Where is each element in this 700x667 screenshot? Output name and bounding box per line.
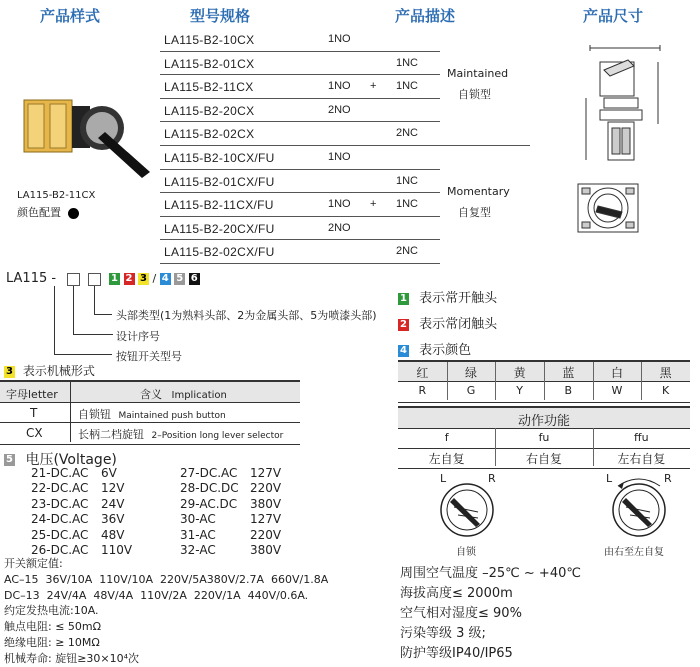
voltage-value: 48V bbox=[101, 527, 125, 542]
model-row bbox=[160, 240, 530, 264]
model-no: 1NO bbox=[328, 198, 351, 211]
action-code: fu bbox=[538, 431, 550, 444]
voltage-num: 5 bbox=[4, 454, 15, 466]
model-row bbox=[160, 146, 530, 170]
color-cn-cell: 蓝 bbox=[562, 366, 575, 380]
model-row-divider bbox=[160, 263, 440, 264]
model-no: 2NO bbox=[328, 221, 351, 234]
action-desc: 右自复 bbox=[525, 452, 562, 466]
spec-life: 机械寿命: 旋钮≥30×10⁴次 bbox=[4, 651, 140, 665]
leader-v3 bbox=[54, 286, 55, 354]
legend-1-num: 1 bbox=[398, 293, 409, 305]
color-config bbox=[17, 204, 79, 220]
mech-row1-desc bbox=[78, 406, 226, 422]
voltage-code: 21-DC.AC bbox=[31, 466, 89, 480]
mech-title: 表示机械形式 bbox=[22, 364, 95, 378]
dimension-drawing-side bbox=[560, 40, 680, 168]
action-code: ffu bbox=[634, 431, 649, 444]
mech-col2-cn: 含义 bbox=[140, 388, 162, 401]
voltage-code: 28-DC.DC bbox=[180, 481, 239, 496]
env-block bbox=[400, 564, 581, 664]
legend-1-text: 表示常开触头 bbox=[419, 291, 498, 306]
color-divider bbox=[495, 362, 496, 400]
voltage-code: 24-DC.AC bbox=[31, 512, 89, 527]
voltage-code: 23-DC.AC bbox=[31, 496, 89, 511]
dimension-drawing-front bbox=[572, 178, 652, 238]
action-divider bbox=[593, 428, 594, 466]
code-box-2 bbox=[88, 273, 101, 286]
code-desc-3: 按钮开关型号 bbox=[116, 350, 182, 363]
model-name: LA115-B2-02CX/FU bbox=[164, 245, 275, 260]
black-dot-icon bbox=[68, 208, 79, 219]
mech-row1-cn: 自锁钮 bbox=[78, 408, 111, 421]
voltage-title: 电压(Voltage) bbox=[25, 452, 117, 468]
code-n1: 1 bbox=[109, 273, 120, 285]
color-en-cell: R bbox=[418, 384, 427, 397]
model-nc: 1NC bbox=[396, 56, 419, 69]
code-line bbox=[6, 271, 56, 286]
code-n3: 3 bbox=[138, 273, 149, 285]
voltage-value: 110V bbox=[101, 543, 133, 558]
model-nc: 1NC bbox=[396, 80, 419, 93]
model-row bbox=[160, 217, 530, 241]
model-table bbox=[160, 28, 530, 264]
spec-ac: AC–15 36V/10A 110V/10A 220V/5A380V/2.7A 660V/1.8A bbox=[4, 572, 329, 586]
legend-4 bbox=[398, 339, 471, 358]
code-n2: 2 bbox=[124, 273, 135, 285]
mech-row2-desc bbox=[78, 426, 283, 442]
spec-insul: 绝缘电阻: ≥ 10MΩ bbox=[4, 635, 100, 649]
diagram1-R: R bbox=[488, 472, 496, 485]
header-size: 产品尺寸 bbox=[583, 7, 644, 25]
model-nc: 2NC bbox=[396, 245, 419, 258]
code-n4: 4 bbox=[160, 273, 171, 285]
code-desc-2: 设计序号 bbox=[116, 330, 160, 343]
model-row bbox=[160, 28, 530, 52]
mech-col2-en: Implication bbox=[171, 390, 227, 401]
color-cn-cell: 绿 bbox=[464, 366, 477, 380]
spec-rated: 开关额定值: bbox=[4, 557, 63, 570]
model-no: 2NO bbox=[328, 103, 351, 116]
model-name: LA115-B2-11CX/FU bbox=[164, 198, 274, 213]
voltage-row bbox=[31, 528, 132, 543]
mech-title-row bbox=[4, 362, 95, 379]
leader-h2 bbox=[73, 334, 113, 335]
color-en-cell: Y bbox=[516, 384, 524, 397]
mech-num: 3 bbox=[4, 366, 15, 378]
model-nc: 2NC bbox=[396, 127, 419, 140]
selector-switch-image bbox=[10, 92, 160, 182]
color-en-cell: W bbox=[611, 384, 623, 397]
env-poll: 污染等级 3 级; bbox=[400, 626, 486, 641]
legend-2 bbox=[398, 313, 497, 332]
color-divider bbox=[447, 362, 448, 400]
legend-4-text: 表示颜色 bbox=[419, 343, 472, 358]
color-divider bbox=[641, 362, 642, 400]
mech-row2-cn: 长柄二档旋钮 bbox=[78, 428, 144, 441]
mech-row2-letter: CX bbox=[26, 426, 43, 440]
color-cn-cell: 黄 bbox=[513, 366, 526, 380]
code-desc-1: 头部类型(1为熟料头部、2为金属头部、5为喷漆头部) bbox=[116, 309, 377, 322]
mech-col1: 字母letter bbox=[6, 388, 58, 401]
mech-col2 bbox=[140, 386, 227, 402]
voltage-value: 36V bbox=[101, 512, 125, 527]
mech-row1-letter: T bbox=[30, 406, 38, 420]
voltage-value: 380V bbox=[250, 543, 282, 558]
header-desc: 产品描述 bbox=[395, 7, 456, 25]
photo-caption: LA115-B2-11CX bbox=[17, 190, 96, 201]
voltage-code: 32-AC bbox=[180, 543, 216, 558]
voltage-value: 380V bbox=[250, 496, 282, 511]
color-divider bbox=[593, 362, 594, 400]
code-n5: 5 bbox=[174, 273, 185, 285]
model-plus: + bbox=[370, 80, 377, 93]
color-table bbox=[398, 360, 690, 403]
diagram2-label: 由右至左自复 bbox=[604, 547, 664, 558]
model-name: LA115-B2-11CX bbox=[164, 80, 254, 95]
model-name: LA115-B2-20CX bbox=[164, 103, 255, 118]
diagram1-label: 自锁 bbox=[456, 547, 476, 558]
env-hum: 空气相对湿度≤ 90% bbox=[400, 606, 522, 621]
legend-4-num: 4 bbox=[398, 345, 409, 357]
header-style: 产品样式 bbox=[40, 7, 101, 25]
desc-maintained-en: Maintained bbox=[447, 67, 509, 80]
color-config-label: 颜色配置 bbox=[17, 206, 61, 219]
voltage-row bbox=[180, 481, 281, 496]
voltage-code: 31-AC bbox=[180, 527, 216, 542]
voltage-code: 25-DC.AC bbox=[31, 527, 89, 542]
code-slash: / bbox=[152, 272, 157, 285]
color-en-cell: G bbox=[466, 384, 476, 397]
voltage-code: 29-AC.DC bbox=[180, 496, 238, 511]
legend-2-num: 2 bbox=[398, 319, 409, 331]
voltage-row bbox=[180, 528, 281, 543]
header-bar bbox=[0, 0, 700, 28]
product-photo bbox=[10, 92, 160, 182]
color-en-cell: B bbox=[564, 384, 573, 397]
action-code: f bbox=[444, 431, 449, 444]
env-prot: 防护等级IP40/IP65 bbox=[400, 646, 513, 661]
mech-row1-en: Maintained push button bbox=[118, 411, 226, 421]
voltage-right-list bbox=[180, 466, 281, 558]
action-desc: 左右自复 bbox=[617, 452, 666, 466]
desc-maintained-cn: 自锁型 bbox=[458, 88, 491, 101]
legend-2-text: 表示常闭触头 bbox=[419, 317, 498, 332]
action-table bbox=[398, 406, 690, 469]
model-name: LA115-B2-02CX bbox=[164, 127, 255, 142]
voltage-value: 127V bbox=[250, 466, 282, 480]
voltage-code: 30-AC bbox=[180, 512, 216, 527]
mech-row2-en: 2–Position long lever selector bbox=[151, 431, 284, 441]
model-nc: 1NC bbox=[396, 174, 419, 187]
voltage-value: 6V bbox=[101, 466, 117, 480]
voltage-left-list bbox=[31, 466, 132, 558]
voltage-row bbox=[31, 497, 132, 512]
voltage-value: 220V bbox=[250, 527, 282, 542]
code-n6: 6 bbox=[189, 273, 200, 285]
voltage-value: 220V bbox=[250, 481, 282, 496]
color-cn-cell: 黑 bbox=[659, 366, 672, 380]
action-row-line bbox=[398, 448, 690, 449]
spec-contact: 触点电阻: ≤ 50mΩ bbox=[4, 620, 102, 634]
mech-divider bbox=[70, 382, 71, 442]
voltage-value: 24V bbox=[101, 496, 125, 511]
action-desc: 左自复 bbox=[428, 452, 465, 466]
mech-row-line bbox=[0, 422, 300, 423]
desc-momentary-en: Momentary bbox=[447, 185, 510, 198]
header-model: 型号规格 bbox=[190, 7, 251, 25]
color-divider bbox=[544, 362, 545, 400]
env-temp: 周围空气温度 –25℃ ~ +40℃ bbox=[400, 566, 581, 581]
action-divider bbox=[495, 428, 496, 466]
voltage-value: 12V bbox=[101, 481, 125, 496]
diagram1-L: L bbox=[440, 472, 447, 485]
legend-1 bbox=[398, 287, 497, 306]
model-no: 1NO bbox=[328, 151, 351, 163]
spec-heat: 约定发热电流:10A. bbox=[4, 604, 99, 618]
side-view-drawing bbox=[560, 40, 680, 168]
voltage-row bbox=[180, 512, 281, 527]
voltage-code: 27-DC.AC bbox=[180, 466, 238, 480]
code-prefix: LA115 - bbox=[6, 271, 57, 286]
color-cn-cell: 红 bbox=[416, 366, 429, 380]
voltage-row bbox=[31, 512, 132, 527]
model-name: LA115-B2-20CX/FU bbox=[164, 221, 275, 236]
voltage-code: 22-DC.AC bbox=[31, 481, 89, 496]
model-no: 1NO bbox=[328, 80, 351, 93]
voltage-code: 26-DC.AC bbox=[31, 543, 89, 558]
model-row bbox=[160, 122, 530, 146]
selector-diagram-2 bbox=[604, 472, 674, 542]
voltage-row bbox=[31, 466, 132, 481]
env-alt: 海拔高度≤ 2000m bbox=[400, 586, 513, 601]
desc-momentary-cn: 自复型 bbox=[458, 206, 491, 219]
voltage-row bbox=[31, 481, 132, 496]
leader-h1 bbox=[94, 314, 112, 315]
mech-table bbox=[0, 380, 300, 445]
diagram2-L: L bbox=[606, 472, 613, 485]
selector-diagram-1 bbox=[432, 472, 502, 542]
model-row bbox=[160, 99, 530, 123]
code-box-1 bbox=[67, 273, 80, 286]
voltage-row bbox=[180, 466, 281, 481]
model-name: LA115-B2-10CX bbox=[164, 33, 255, 47]
leader-h3 bbox=[54, 354, 112, 355]
model-name: LA115-B2-10CX/FU bbox=[164, 151, 275, 165]
model-name: LA115-B2-01CX/FU bbox=[164, 174, 275, 189]
diagram2-R: R bbox=[664, 472, 672, 485]
voltage-row bbox=[180, 497, 281, 512]
spec-dc: DC–13 24V/4A 48V/4A 110V/2A 220V/1A 440V/0.6A. bbox=[4, 588, 309, 602]
model-plus: + bbox=[370, 198, 377, 211]
model-no: 1NO bbox=[328, 33, 351, 45]
front-view-drawing bbox=[572, 178, 652, 238]
color-en-cell: K bbox=[662, 384, 670, 397]
code-digits bbox=[109, 272, 200, 285]
action-title: 动作功能 bbox=[517, 414, 570, 429]
voltage-value: 127V bbox=[250, 512, 282, 527]
leader-v2 bbox=[73, 286, 74, 334]
specs-block bbox=[4, 556, 328, 667]
model-name: LA115-B2-01CX bbox=[164, 56, 255, 71]
leader-v1 bbox=[94, 286, 95, 314]
model-nc: 1NC bbox=[396, 198, 419, 211]
color-cn-cell: 白 bbox=[610, 366, 623, 380]
